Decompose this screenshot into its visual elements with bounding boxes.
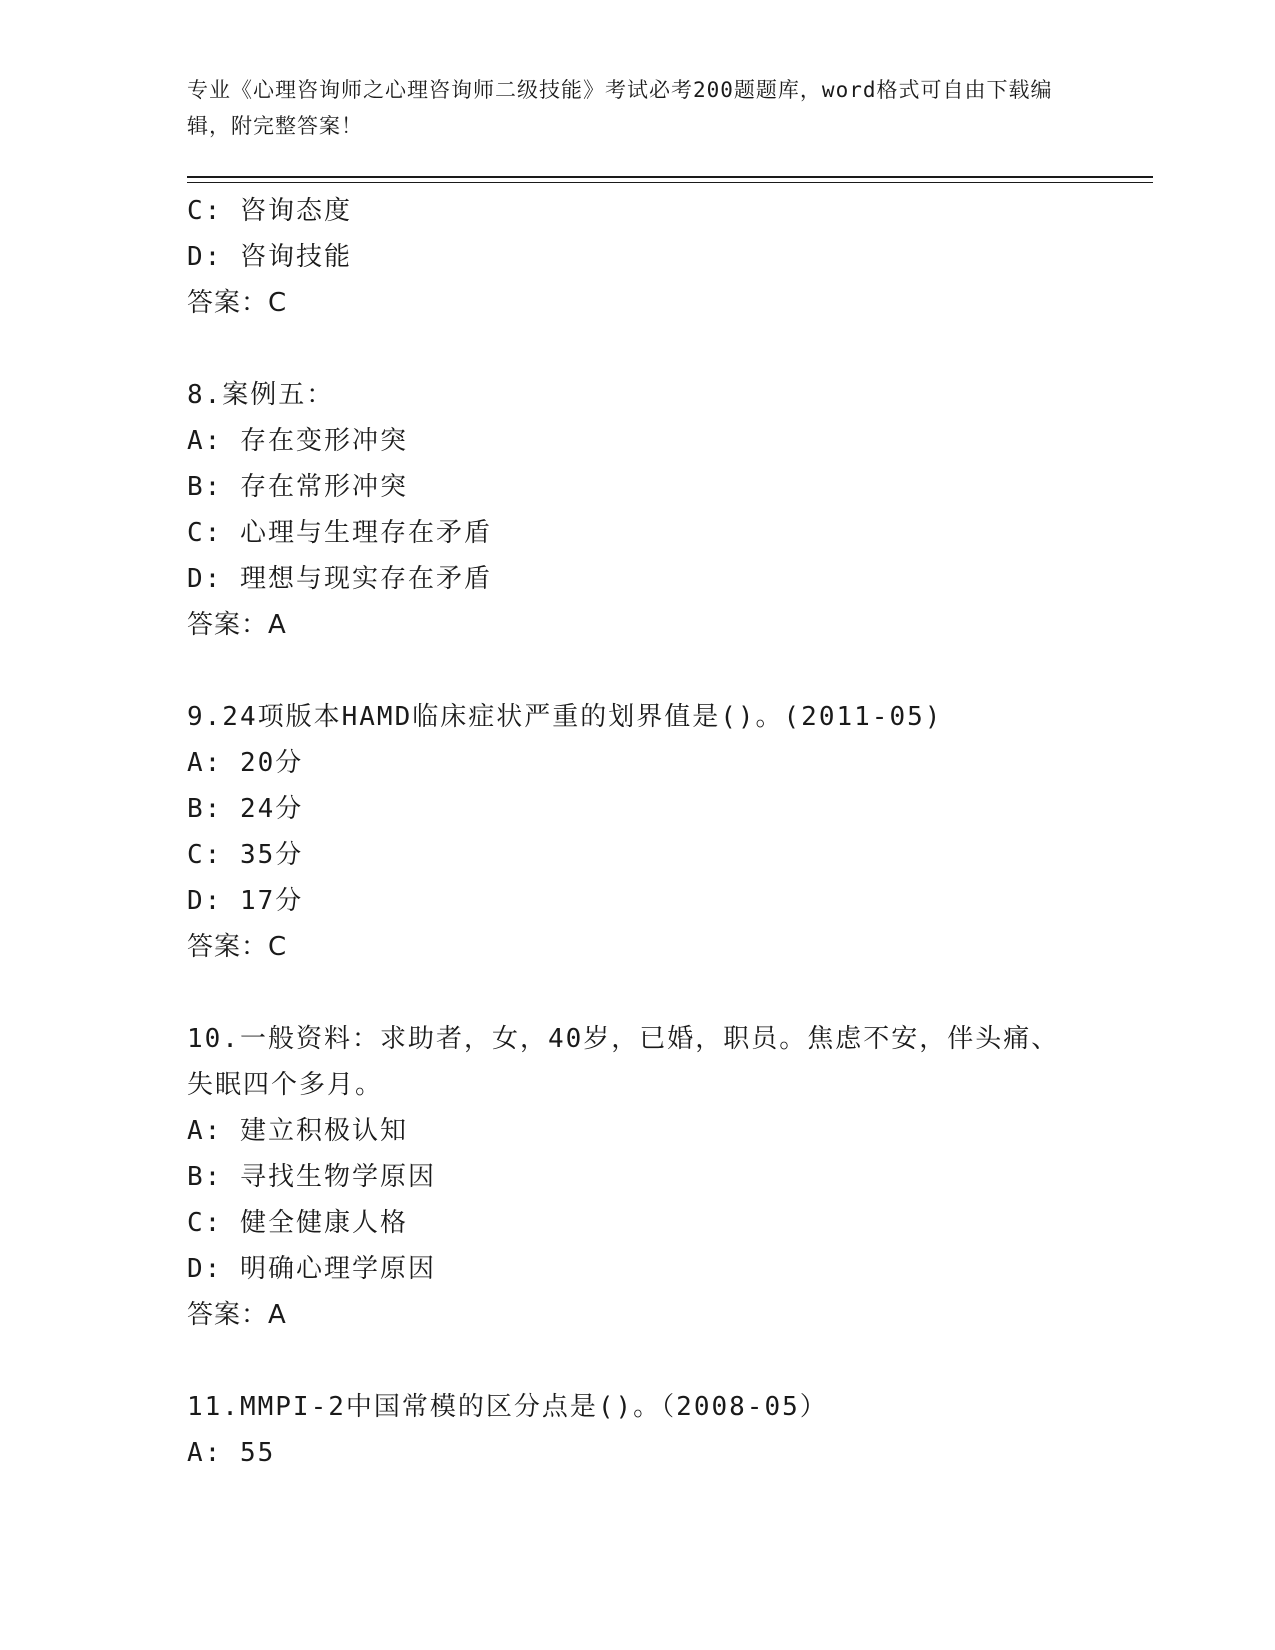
option-line: D: 明确心理学原因 — [187, 1254, 436, 1284]
spacer — [187, 970, 1087, 1016]
option-line: A: 55 — [187, 1438, 276, 1468]
option-line: C: 35分 — [187, 840, 304, 870]
spacer — [187, 648, 1087, 694]
question-list — [187, 188, 1087, 1476]
answer-line: 答案：C — [187, 288, 288, 318]
option-line: C: 健全健康人格 — [187, 1208, 408, 1238]
option-line: D: 理想与现实存在矛盾 — [187, 564, 492, 594]
spacer — [187, 1338, 1087, 1384]
option-line: C: 咨询态度 — [187, 196, 352, 226]
document-header: 专业《心理咨询师之心理咨询师二级技能》考试必考200题题库，word格式可自由下载编辑，附完整答案！ — [187, 78, 1053, 138]
answer-line: 答案：A — [187, 610, 287, 640]
option-line: D: 咨询技能 — [187, 242, 352, 272]
spacer — [187, 326, 1087, 372]
option-line: B: 寻找生物学原因 — [187, 1162, 436, 1192]
question-line: 11.MMPI-2中国常模的区分点是()。（2008-05） — [187, 1392, 828, 1422]
answer-line: 答案：A — [187, 1300, 287, 1330]
header-rule-thick — [187, 176, 1153, 178]
header-rule-thin — [187, 182, 1153, 183]
option-line: A: 建立积极认知 — [187, 1116, 408, 1146]
option-line: A: 20分 — [187, 748, 304, 778]
option-line: B: 24分 — [187, 794, 304, 824]
question-line: 10.一般资料：求助者，女，40岁，已婚，职员。焦虑不安，伴头痛、 — [187, 1024, 1060, 1054]
question-line: 失眠四个多月。 — [187, 1070, 384, 1100]
question-line: 8.案例五： — [187, 380, 335, 410]
option-line: C: 心理与生理存在矛盾 — [187, 518, 492, 548]
option-line: A: 存在变形冲突 — [187, 426, 408, 456]
question-line: 9.24项版本HAMD临床症状严重的划界值是()。(2011-05) — [187, 702, 943, 732]
answer-line: 答案：C — [187, 932, 288, 962]
option-line: D: 17分 — [187, 886, 304, 916]
option-line: B: 存在常形冲突 — [187, 472, 408, 502]
